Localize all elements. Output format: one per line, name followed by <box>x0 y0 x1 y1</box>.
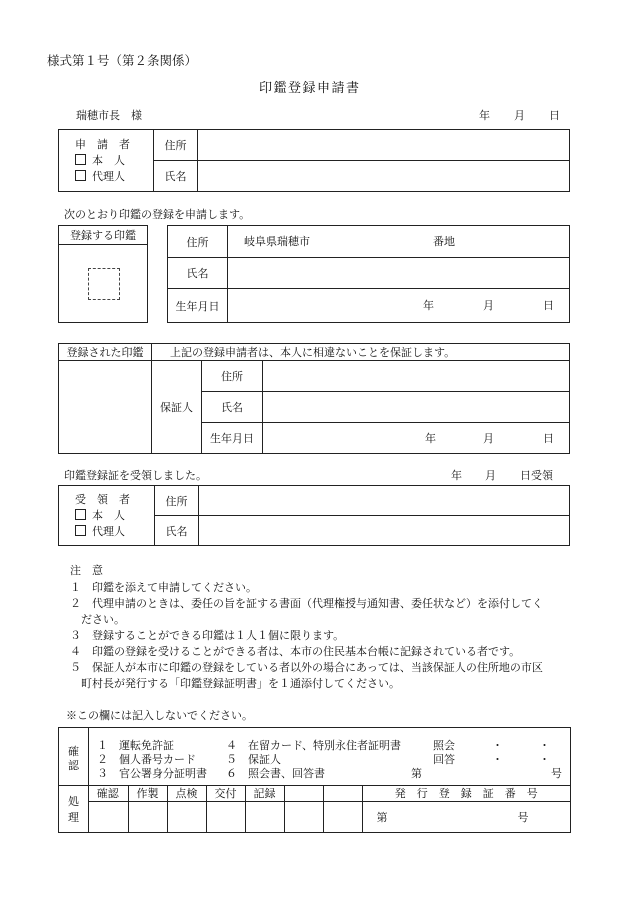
process-cell-issue[interactable] <box>206 802 245 832</box>
notes-heading: 注 意 <box>70 564 103 577</box>
receipt-name-field[interactable] <box>199 516 570 546</box>
guarantor-dob-label: 生年月日 <box>202 423 263 454</box>
note-item: 町村長が発行する「印鑑登録証明書」を１通添付してください。 <box>70 677 400 690</box>
receipt-text: 印鑑登録証を受領しました。 <box>64 469 207 482</box>
reg-dob-day: 日 <box>543 299 554 312</box>
cert-number-dai: 第 <box>376 811 388 824</box>
header-month: 月 <box>514 109 525 122</box>
id-doc-3[interactable]: ３ 官公署身分証明書 <box>97 767 207 780</box>
note-item: ２ 代理申請のときは、委任の旨を証する書面（代理権授与通知書、委任状など）を添付してく <box>70 597 543 610</box>
receipt-checkbox-proxy[interactable] <box>75 525 86 536</box>
process-cell-blank[interactable] <box>323 802 362 832</box>
receipt-role-heading: 受 領 者 <box>75 492 130 506</box>
receipt-address-label: 住所 <box>155 486 199 516</box>
reg-dob-field[interactable] <box>228 289 570 323</box>
note-item: ４ 印鑑の登録を受けることができる者は、本市の住民基本台帳に記録されている者です。 <box>70 645 521 658</box>
header-day: 日 <box>549 109 560 122</box>
id-doc-1[interactable]: １ 運転免許証 <box>97 739 174 752</box>
receipt-opt-proxy[interactable]: 代理人 <box>75 524 154 540</box>
applicant-opt-proxy[interactable]: 代理人 <box>75 169 153 185</box>
registration-table <box>167 225 570 323</box>
receipt-year: 年 <box>451 469 462 482</box>
receipt-role-cell <box>59 486 155 546</box>
reply-dot-1: ・ <box>492 753 503 766</box>
receipt-checkbox-self[interactable] <box>75 509 86 520</box>
applicant-name-label: 氏名 <box>154 161 198 192</box>
receipt-table <box>58 485 570 546</box>
checkbox-self[interactable] <box>75 154 86 165</box>
guarantor-address-field[interactable] <box>263 361 570 392</box>
reg-dob-year: 年 <box>423 299 434 312</box>
guarantor-label: 保証人 <box>152 361 202 454</box>
inquiry-label: 照会 <box>433 739 455 752</box>
confirm-label-1: 確 <box>68 745 79 758</box>
process-cell-blank[interactable] <box>284 802 323 832</box>
reg-dob-label: 生年月日 <box>168 289 228 323</box>
guarantor-statement: 上記の登録申請者は、本人に相違ないことを保証します。 <box>152 344 570 361</box>
process-col-check: 点検 <box>167 785 206 802</box>
guarantor-dob-year: 年 <box>425 432 436 445</box>
reg-name-label: 氏名 <box>168 258 228 289</box>
process-cell-check[interactable] <box>167 802 206 832</box>
guarantor-table <box>58 343 570 454</box>
process-col-record: 記録 <box>245 785 284 802</box>
process-col-blank <box>323 785 362 802</box>
reg-address-banchi: 番地 <box>433 235 455 248</box>
reply-label: 回答 <box>433 753 455 766</box>
registered-seal-area[interactable] <box>59 361 152 454</box>
reg-address-label: 住所 <box>168 226 228 258</box>
cert-number-heading: 発 行 登 録 証 番 号 <box>362 785 570 802</box>
header-year: 年 <box>479 109 490 122</box>
note-item: １ 印鑑を添えて申請してください。 <box>70 581 257 594</box>
guarantor-address-label: 住所 <box>202 361 263 392</box>
id-doc-2[interactable]: ２ 個人番号カード <box>97 753 196 766</box>
inquiry-number-go: 号 <box>551 767 562 780</box>
applicant-table <box>58 129 570 192</box>
reply-dot-2: ・ <box>539 753 550 766</box>
process-table <box>88 785 570 832</box>
confirm-label-2: 認 <box>68 759 79 772</box>
process-cell-record[interactable] <box>245 802 284 832</box>
guarantor-name-label: 氏名 <box>202 392 263 423</box>
process-col-make: 作製 <box>128 785 167 802</box>
note-item: ５ 保証人が本市に印鑑の登録をしている者以外の場合にあっては、当該保証人の住所地の市区 <box>70 661 543 674</box>
inquiry-dot-2: ・ <box>539 739 550 752</box>
form-title: 印鑑登録申請書 <box>259 81 361 96</box>
id-doc-5[interactable]: ５ 保証人 <box>226 753 281 766</box>
office-use-box <box>58 727 571 833</box>
inquiry-number-dai: 第 <box>411 767 422 780</box>
reg-address-field[interactable] <box>228 226 570 258</box>
applicant-name-field[interactable] <box>198 161 570 192</box>
seal-stamp-placeholder <box>88 268 120 300</box>
addressee: 瑞穂市長 様 <box>76 109 142 122</box>
process-cell-make[interactable] <box>128 802 167 832</box>
process-label-1: 処 <box>68 795 79 808</box>
applicant-address-label: 住所 <box>154 130 198 161</box>
applicant-role-heading: 申 請 者 <box>75 137 130 151</box>
process-col-confirm: 確認 <box>88 785 128 802</box>
receipt-address-field[interactable] <box>199 486 570 516</box>
reg-address-city: 岐阜県瑞穂市 <box>244 235 310 248</box>
note-item: ３ 登録することができる印鑑は１人１個に限ります。 <box>70 629 345 642</box>
receipt-day: 日受領 <box>520 469 553 482</box>
seal-register-label: 登録する印鑑 <box>59 226 148 245</box>
process-cell-confirm[interactable] <box>88 802 128 832</box>
guarantor-dob-day: 日 <box>543 432 554 445</box>
receipt-name-label: 氏名 <box>155 516 199 546</box>
form-number: 様式第１号（第２条関係） <box>47 53 198 68</box>
process-label-2: 理 <box>68 811 79 824</box>
cert-number-field[interactable] <box>362 802 570 832</box>
applicant-opt-self[interactable]: 本 人 <box>75 153 153 169</box>
office-use-caption: ※この欄には記入しないでください。 <box>66 709 253 722</box>
id-doc-6[interactable]: ６ 照会書、回答書 <box>226 767 325 780</box>
guarantor-name-field[interactable] <box>263 392 570 423</box>
cert-number-go: 号 <box>517 811 529 824</box>
process-col-blank <box>284 785 323 802</box>
guarantor-dob-field[interactable] <box>263 423 570 454</box>
registered-seal-label: 登録された印鑑 <box>59 344 152 361</box>
inquiry-dot-1: ・ <box>492 739 503 752</box>
id-doc-4[interactable]: ４ 在留カード、特別永住者証明書 <box>226 739 402 752</box>
notes-list <box>70 580 570 692</box>
reg-name-field[interactable] <box>228 258 570 289</box>
receipt-opt-self[interactable]: 本 人 <box>75 508 154 524</box>
reg-dob-month: 月 <box>483 299 494 312</box>
note-item: ださい。 <box>70 613 125 626</box>
process-col-issue: 交付 <box>206 785 245 802</box>
checkbox-proxy[interactable] <box>75 170 86 181</box>
guarantor-dob-month: 月 <box>483 432 494 445</box>
applicant-address-field[interactable] <box>198 130 570 161</box>
receipt-month: 月 <box>485 469 496 482</box>
intro-text: 次のとおり印鑑の登録を申請します。 <box>64 208 251 221</box>
applicant-role-cell <box>59 130 154 192</box>
